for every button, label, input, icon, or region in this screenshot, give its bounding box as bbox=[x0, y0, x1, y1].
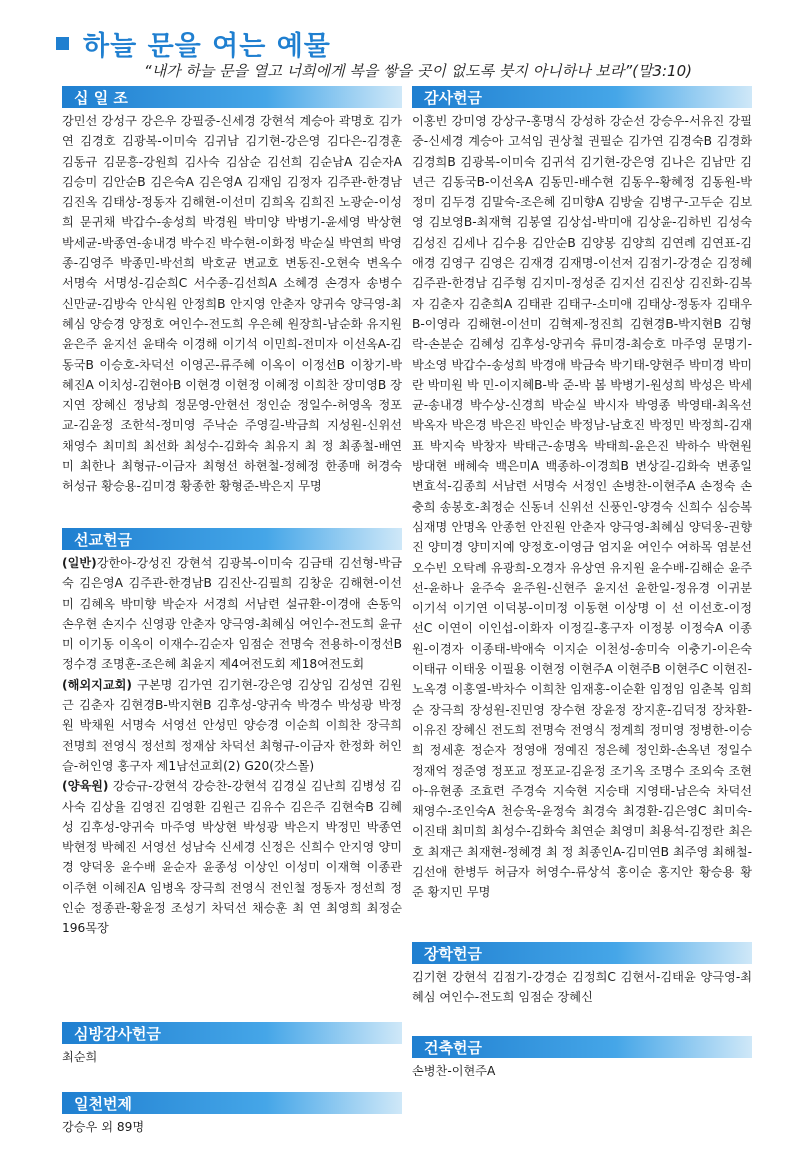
building-section bbox=[412, 1036, 752, 1081]
left-column bbox=[62, 86, 402, 1151]
mission-overseas-names: 구본명 김가연 김기현-강은영 김상임 김성연 김원근 김춘자 김현경B-박지현B 김후성-양귀숙 박경수 박성광 박정원 박채원 서명숙 서영선 안성민 양승경 이순희 이희찬 장극희 전명희 전영식 정선희 정재삼 차덕선 최형규-이금자 한정화 허인슬-허인영 홍구자 제1남선교회(2) G20(갓스몰) bbox=[62, 677, 403, 773]
page-header bbox=[56, 26, 331, 60]
mission-youth-label: (양육원) bbox=[62, 779, 109, 794]
tithe-names: 강민선 강성구 강은우 강필중-신세경 강현석 계승아 곽명호 김가연 김경호 김광복-이미숙 김귀남 김기현-강은영 김다은-김경훈 김동규 김문흥-강원희 김사숙 김삼순 김선희 김순남A 김순자A 김승미 김안순B 김은숙A 김은영A 김재임 김정자 김주관-한경남 김진옥 김태상-정동자 김해현-이선미 김희옥 김희진 노광순-이성희 문귀채 박갑수-송성희 박경원 박미양 박병기-윤세영 박상현 박세균-박종연-송내경 박수진 박수현-이화정 박순실 박연희 박영종-김영주 박종민-박선희 박호균 변교호 변동진-오현숙 변옥수 서명숙 서명성-김순희C 서수종-김선희A 소혜경 손경자 송병수 신만균-김방숙 안식원 안정희B 안지영 안춘자 양귀숙 양극영-최혜심 양승경 양정호 여인수-전도희 우은혜 원장희-남순화 유지원 윤은주 윤지선 윤태숙 이경해 이기석 이민희-전미자 이선옥A-김동국B 이승호-차덕선 이영곤-류주혜 이옥이 이정선B 이창기-박혜진A 이치성-김현아B 이현경 이현정 이혜정 이희찬 장미영B 장지연 장혜신 정낭희 정문영-안현선 정인순 정일수-허영옥 정포교-김윤정 조한석-정미영 주낙순 주영길-박금희 지성원-신위선 채영수 최미희 최선화 최성수-김화숙 최유지 최 정 최종철-배연미 최한나 최형규-이금자 최형선 하현철-정혜정 한종매 허경숙 허성규 황승용-김미경 황종한 황형준-박은지 무명 bbox=[62, 114, 402, 494]
mission-body bbox=[62, 553, 402, 939]
mission-general-label: (일반) bbox=[62, 556, 97, 570]
building-header: 건축헌금 bbox=[412, 1036, 752, 1058]
visitation-section bbox=[62, 1022, 402, 1078]
mission-header: 선교헌금 bbox=[62, 528, 402, 550]
building-names: 손병찬-이현주A bbox=[412, 1064, 496, 1078]
mission-general-names: 강한아-강성진 강현석 김광복-이미숙 김금태 김선형-박금숙 김은영A 김주관-한경남B 김진산-김필희 김창운 김해현-이선미 김혜옥 박미향 박순자 서경희 서남련 설규환-이경애 손동익 손우현 손지수 신영광 안춘자 양극영-최혜심 여인수-전도희 윤규미 이기동 이옥이 이재수-김순자 임점순 전명숙 전용하-이정선B 정수경 조명훈-조은혜 최윤지 제4여전도회 제18여전도회 bbox=[62, 556, 402, 672]
visitation-names: 최순희 bbox=[62, 1050, 98, 1064]
scripture-verse: “내가 하늘 문을 열고 너희에게 복을 쌓을 곳이 없도록 붓지 아니하나 보라”(말3:10) bbox=[143, 62, 692, 80]
thanks-section bbox=[412, 86, 752, 928]
thousand-names: 강승우 외 89명 bbox=[62, 1120, 145, 1134]
tithe-section bbox=[62, 86, 402, 514]
mission-overseas-label: (해외지교회) bbox=[62, 677, 133, 692]
scholarship-header: 장학헌금 bbox=[412, 942, 752, 964]
mission-youth-names: 강승규-강현석 강승찬-강현석 김경실 김난희 김병성 김사숙 김상율 김영진 김영환 김원근 김유수 김은주 김현숙B 김혜성 김후성-양귀숙 마주영 박상현 박성광 박은지 박정민 박종연 박현정 박혜진 서영선 성남숙 신세경 신정은 신희수 안지영 양미경 양덕웅 윤수배 윤순자 윤종성 이상인 이성미 이재혁 이종관 이주현 이혜진A 임병옥 장극희 전영식 전인철 정동자 정선희 정인순 정종관-황윤정 조성기 차덕선 채승훈 최 연 최영희 최정순 196목장 bbox=[62, 779, 402, 936]
thanks-names: 이홍빈 강미영 강상구-홍명식 강성하 강순선 강승우-서유진 강필중-신세경 계승아 고석임 권상철 권필순 김가연 김경숙B 김경화 김경희B 김광복-이미숙 김귀석 김기현-강은영 김나은 김남만 김년근 김동국B-이선옥A 김동민-배수현 김동우-황혜정 김동원-박정미 김두경 김말숙-조은혜 김미향A 김방술 김병구-고두순 김보영 김보영B-최재혁 김봉열 김상섭-박미애 김상윤-김하빈 김성숙 김성진 김세나 김수용 김안순B 김양봉 김양희 김연례 김연표-김애경 김영구 김영은 김재경 김재명-이선저 김점기-강경순 김정혜 김주관-한경남 김주형 김지미-정성준 김지선 김진상 김진화-김복자 김춘자 김춘희A 김태관 김태구-소미애 김태상-정동자 김태우B-이영라 김해현-이선미 김혁제-정진희 김현경B-박지현B 김형락-손분순 김혜성 김후성-양귀숙 류미경-최승호 마주영 문명기-박소영 박갑수-송성희 박경애 박금숙 박기태-양현주 박미경 박미란 박미원 박 민-이지혜B-박 준-박 봄 박병기-원성희 박성은 박세균-송내경 박수상-신경희 박순실 박시자 박영종 박영태-최옥선 박옥자 박은경 박은진 박인순 박정남-남호진 박정민 박정희-김재표 박지숙 박창자 박태근-송명옥 박태희-윤은진 박하수 박현원 방대현 배혜숙 백은미A 백종하-이경희B 변상길-김화숙 변종일 변효석-김종희 서남련 서명숙 서정인 손병찬-이현주A 손정숙 손충희 송봉호-최정순 신동녀 신위선 신풍인-양경숙 신희수 심승복 심재명 안명옥 안종헌 안진원 안춘자 양극영-최혜심 양덕웅-권향진 양미경 양미지예 양정호-이영금 엄지윤 여인수 여하목 염분선 오수빈 오탁례 유광희-오경자 유상연 유지원 윤수배-김해순 윤주선-윤하나 윤주숙 윤주원-신현주 윤지선 윤한일-정유경 이귀분 이기석 이기연 이덕봉-이미정 이동현 이상명 이 선 이선호-이정선C 이연이 이인섭-이화자 이정길-홍구자 이정봉 이정숙A 이종원-이경자 이종태-박애숙 이지순 이천성-송미숙 이충기-이은숙 이태규 이태웅 이필용 이현정 이현주A 이현주B 이현주C 이현진-노옥경 이홍열-박차수 이희찬 임재홍-이순환 임정임 임춘복 임희순 장극희 장성원-진민영 장수현 장윤정 장지훈-김덕정 장차환-이유진 장혜신 전도희 전명숙 전영식 정계희 정미영 정병한-이승희 정세훈 정순자 정영애 정예진 정은혜 정인화-손옥년 정일수 정재억 정준영 정포교 정포교-김윤정 조기옥 조명수 조외숙 조현아-유현종 조효련 주경숙 지숙현 지승태 지영태-남은숙 차덕선 채영수-조인숙A 천승욱-윤정숙 최경숙 최경환-김은영C 최미숙-이진태 최미희 최성수-김화숙 최연순 최영미 최용석-김정란 최은호 최재근 최재현-정혜경 최 정 최종인A-김미연B 최주영 최해철-김선애 한병두 허금자 허영수-류상석 홍이순 홍지안 황승용 황 준 황지민 무명 bbox=[412, 114, 752, 900]
tithe-header: 십 일 조 bbox=[62, 86, 402, 108]
scholarship-section bbox=[412, 942, 752, 1022]
visitation-header: 심방감사헌금 bbox=[62, 1022, 402, 1044]
right-column bbox=[412, 86, 752, 1095]
thousand-header: 일천번제 bbox=[62, 1092, 402, 1114]
mission-section bbox=[62, 528, 402, 1008]
page-title: 하늘 문을 여는 예물 bbox=[83, 30, 331, 62]
thanks-header: 감사헌금 bbox=[412, 86, 752, 108]
thousand-section bbox=[62, 1092, 402, 1137]
scholarship-names: 김기현 강현석 김점기-강경순 김정희C 김현서-김태윤 양극영-최혜심 여인수-전도희 임점순 장혜신 bbox=[412, 970, 752, 1005]
title-square-icon bbox=[56, 37, 69, 50]
